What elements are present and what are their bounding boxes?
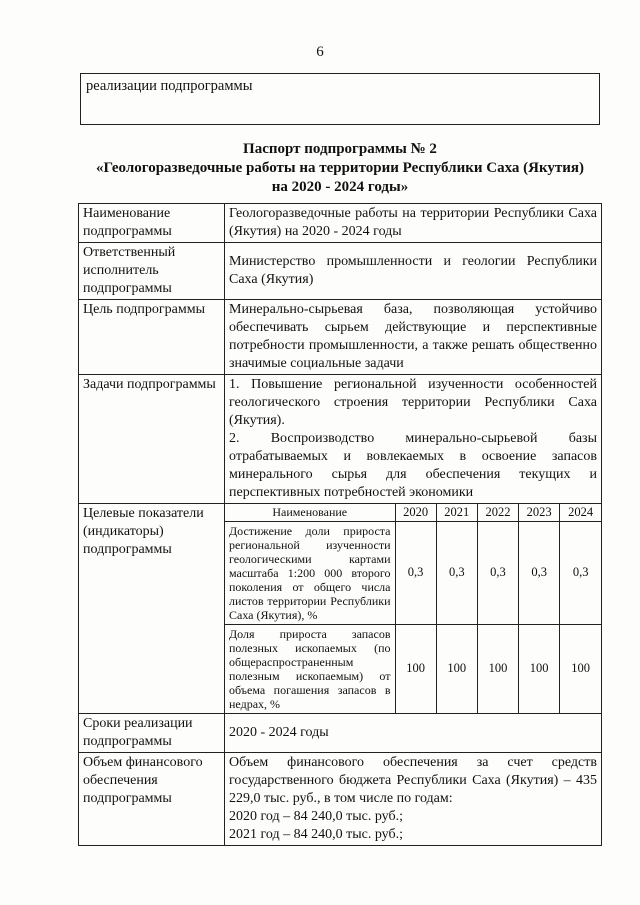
row-value: Минерально-сырьевая база, позволяющая устойчиво обеспечивать сырьем действующие и перспективные потребности промышленности, а также решать общественно значимые социальные задачи	[225, 300, 602, 375]
indicators-cell	[225, 504, 602, 714]
indicator-value: 100	[436, 624, 477, 713]
row-funding	[79, 752, 602, 845]
indicator-row	[225, 624, 601, 713]
page-number: 6	[316, 44, 324, 60]
indicator-value: 100	[395, 624, 436, 713]
indicator-row	[225, 521, 601, 624]
row-label: Цель подпрограммы	[79, 300, 225, 375]
funding-year: 2021 год – 84 240,0 тыс. руб.;	[229, 826, 403, 842]
row-value: Геологоразведочные работы на территории Республики Саха (Якутия) на 2020 - 2024 годы	[225, 204, 602, 243]
row-tasks	[79, 375, 602, 504]
task-1: 1. Повышение региональной изученности особенностей геологического строения территории Республики Саха (Якутия).	[229, 377, 597, 428]
indicator-header-year: 2021	[436, 504, 477, 521]
indicator-value: 100	[560, 624, 601, 713]
indicator-header-name: Наименование	[225, 504, 395, 521]
title-line-1: Паспорт подпрограммы № 2	[243, 141, 437, 157]
funding-total: Объем финансового обеспечения за счет средств государственного бюджета Республики Саха (Якутия) – 435 229,0 тыс. руб., в том числе по годам:	[229, 754, 597, 806]
title-line-3: на 2020 - 2024 годы»	[271, 179, 409, 195]
row-value: Министерство промышленности и геологии Республики Саха (Якутия)	[225, 243, 602, 300]
indicator-value: 100	[519, 624, 560, 713]
indicator-header-year: 2023	[519, 504, 560, 521]
row-goal	[79, 300, 602, 375]
indicator-value: 0,3	[477, 521, 518, 624]
row-executor	[79, 243, 602, 300]
indicator-name: Доля прироста запасов полезных ископаемых (по общераспространенным полезным ископаемым) от объема погашения запасов в недрах, %	[225, 624, 395, 713]
row-label: Задачи подпрограммы	[79, 375, 225, 504]
row-label: Ответственный исполнитель подпрограммы	[79, 243, 225, 300]
previous-table-cell: реализации подпрограммы	[81, 74, 600, 125]
indicator-header-year: 2024	[560, 504, 601, 521]
indicator-value: 0,3	[395, 521, 436, 624]
row-value	[225, 375, 602, 504]
indicator-value: 0,3	[519, 521, 560, 624]
indicator-header-year: 2020	[395, 504, 436, 521]
row-value: 2020 - 2024 годы	[225, 713, 602, 752]
indicator-value: 0,3	[436, 521, 477, 624]
section-title	[60, 140, 620, 197]
indicator-value: 100	[477, 624, 518, 713]
row-label: Сроки реализации подпрограммы	[79, 713, 225, 752]
title-line-2: «Геологоразведочные работы на территории Республики Саха (Якутия)	[95, 160, 585, 176]
task-2: 2. Воспроизводство минерально-сырьевой базы отрабатываемых и вовлекаемых в освоение запасов минерального сырья для обеспечения текущих и перспективных потребностей экономики	[229, 431, 597, 500]
indicator-header-year: 2022	[477, 504, 518, 521]
row-label: Целевые показатели (индикаторы) подпрограммы	[79, 504, 225, 714]
previous-table-fragment	[80, 73, 600, 125]
row-label: Объем финансового обеспечения подпрограммы	[79, 752, 225, 845]
row-name	[79, 204, 602, 243]
indicators-table	[225, 504, 601, 713]
row-label: Наименование подпрограммы	[79, 204, 225, 243]
funding-year: 2020 год – 84 240,0 тыс. руб.;	[229, 808, 403, 824]
indicators-header-row	[225, 504, 601, 521]
passport-table	[78, 203, 602, 846]
indicator-value: 0,3	[560, 521, 601, 624]
row-value	[225, 752, 602, 845]
row-terms	[79, 713, 602, 752]
indicator-name: Достижение доли прироста региональной изученности геологическими картами масштаба 1:200 000 второго поколения от общего числа листов территории Республики Саха (Якутия), %	[225, 521, 395, 624]
row-indicators	[79, 504, 602, 714]
